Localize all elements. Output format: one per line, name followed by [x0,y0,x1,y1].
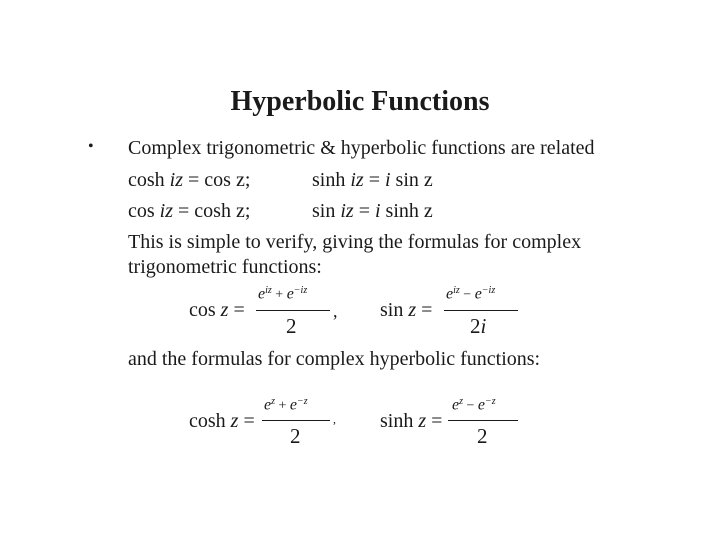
relation-arg: iz [350,169,364,191]
relation-cosh-iz [128,169,250,192]
num-exp: −z [297,396,308,407]
formula-eq: = [416,299,433,321]
num-base: e [477,396,486,414]
formula-sinh-fraction-bar [448,420,518,421]
formula-cos-fraction-bar [256,310,330,311]
formula-var: z [418,410,427,432]
num-op: − [459,287,475,303]
num-base: e [446,285,454,303]
num-op: + [275,398,290,414]
formula-var: z [408,299,417,321]
relation-fn: cosh [128,169,170,191]
formula-sin-fraction-bar [444,310,518,311]
relation-rhs: sin z [390,169,433,191]
relation-fn: sin [312,200,341,222]
num-exp: −iz [293,285,308,296]
formula-cos-denominator: 2 [286,314,297,338]
num-exp: −iz [481,285,496,296]
relation-fn: cos [128,200,160,222]
formula-cos-numerator [258,285,307,303]
num-exp: iz [265,285,272,296]
relation-rhs: cos z; [204,169,251,191]
slide-title: Hyperbolic Functions [230,86,490,117]
formula-cosh-denominator: 2 [290,424,301,448]
bullet-marker: • [88,138,94,155]
num-base: e [286,285,294,303]
formula-cosh-lhs [189,410,255,433]
num-exp: z [271,396,276,407]
relation-sinh-iz [312,169,433,192]
formula-sinh-numerator [452,396,496,414]
num-base: e [289,396,298,414]
formula-eq: = [228,299,245,321]
num-base: e [258,285,266,303]
formula-fn: cos [189,299,221,321]
relation-eq: = [353,200,375,222]
formula-eq: = [238,410,255,432]
formula-fn: sinh [380,410,419,432]
relation-eq: = [183,169,205,191]
relation-arg: iz [169,169,184,191]
relation-arg: iz [159,200,174,222]
formula-cos-comma: , [333,301,338,321]
formula-cosh-comma: , [333,412,336,426]
formula-sin-lhs [380,299,432,322]
verify-text-line2: trigonometric functions: [128,256,322,278]
relation-fn: sinh [312,169,351,191]
hyperbolic-intro-text: and the formulas for complex hyperbolic functions: [128,348,541,370]
num-base: e [474,285,482,303]
relation-i: i [374,200,381,222]
formula-sinh-lhs [380,410,442,433]
formula-var: z [220,299,229,321]
relation-i: i [384,169,391,191]
num-base: e [452,396,460,414]
formula-cosh-numerator [264,396,308,414]
relation-arg: iz [340,200,354,222]
den-number: 2 [470,314,481,338]
formula-sinh-denominator: 2 [477,424,488,448]
relation-rhs: cosh z; [194,200,251,222]
intro-text: Complex trigonometric & hyperbolic functions are related [128,137,595,159]
relation-rhs: sinh z [380,200,433,222]
formula-fn: sin [380,299,409,321]
num-base: e [264,396,272,414]
formula-sin-numerator [446,285,495,303]
formula-eq: = [426,410,443,432]
relation-cos-iz [128,200,250,223]
num-exp: iz [453,285,460,296]
formula-cosh-fraction-bar [262,420,330,421]
formula-fn: cosh [189,410,231,432]
num-exp: −z [485,396,496,407]
den-i: i [480,314,487,338]
formula-var: z [230,410,239,432]
formula-sin-denominator [470,314,486,339]
verify-text-line1: This is simple to verify, giving the formulas for complex [128,231,582,253]
num-op: − [463,398,478,414]
relation-eq: = [363,169,385,191]
num-exp: z [459,396,464,407]
formula-cos-lhs [189,299,245,322]
num-op: + [271,287,287,303]
relation-eq: = [173,200,195,222]
relation-sin-iz [312,200,433,223]
